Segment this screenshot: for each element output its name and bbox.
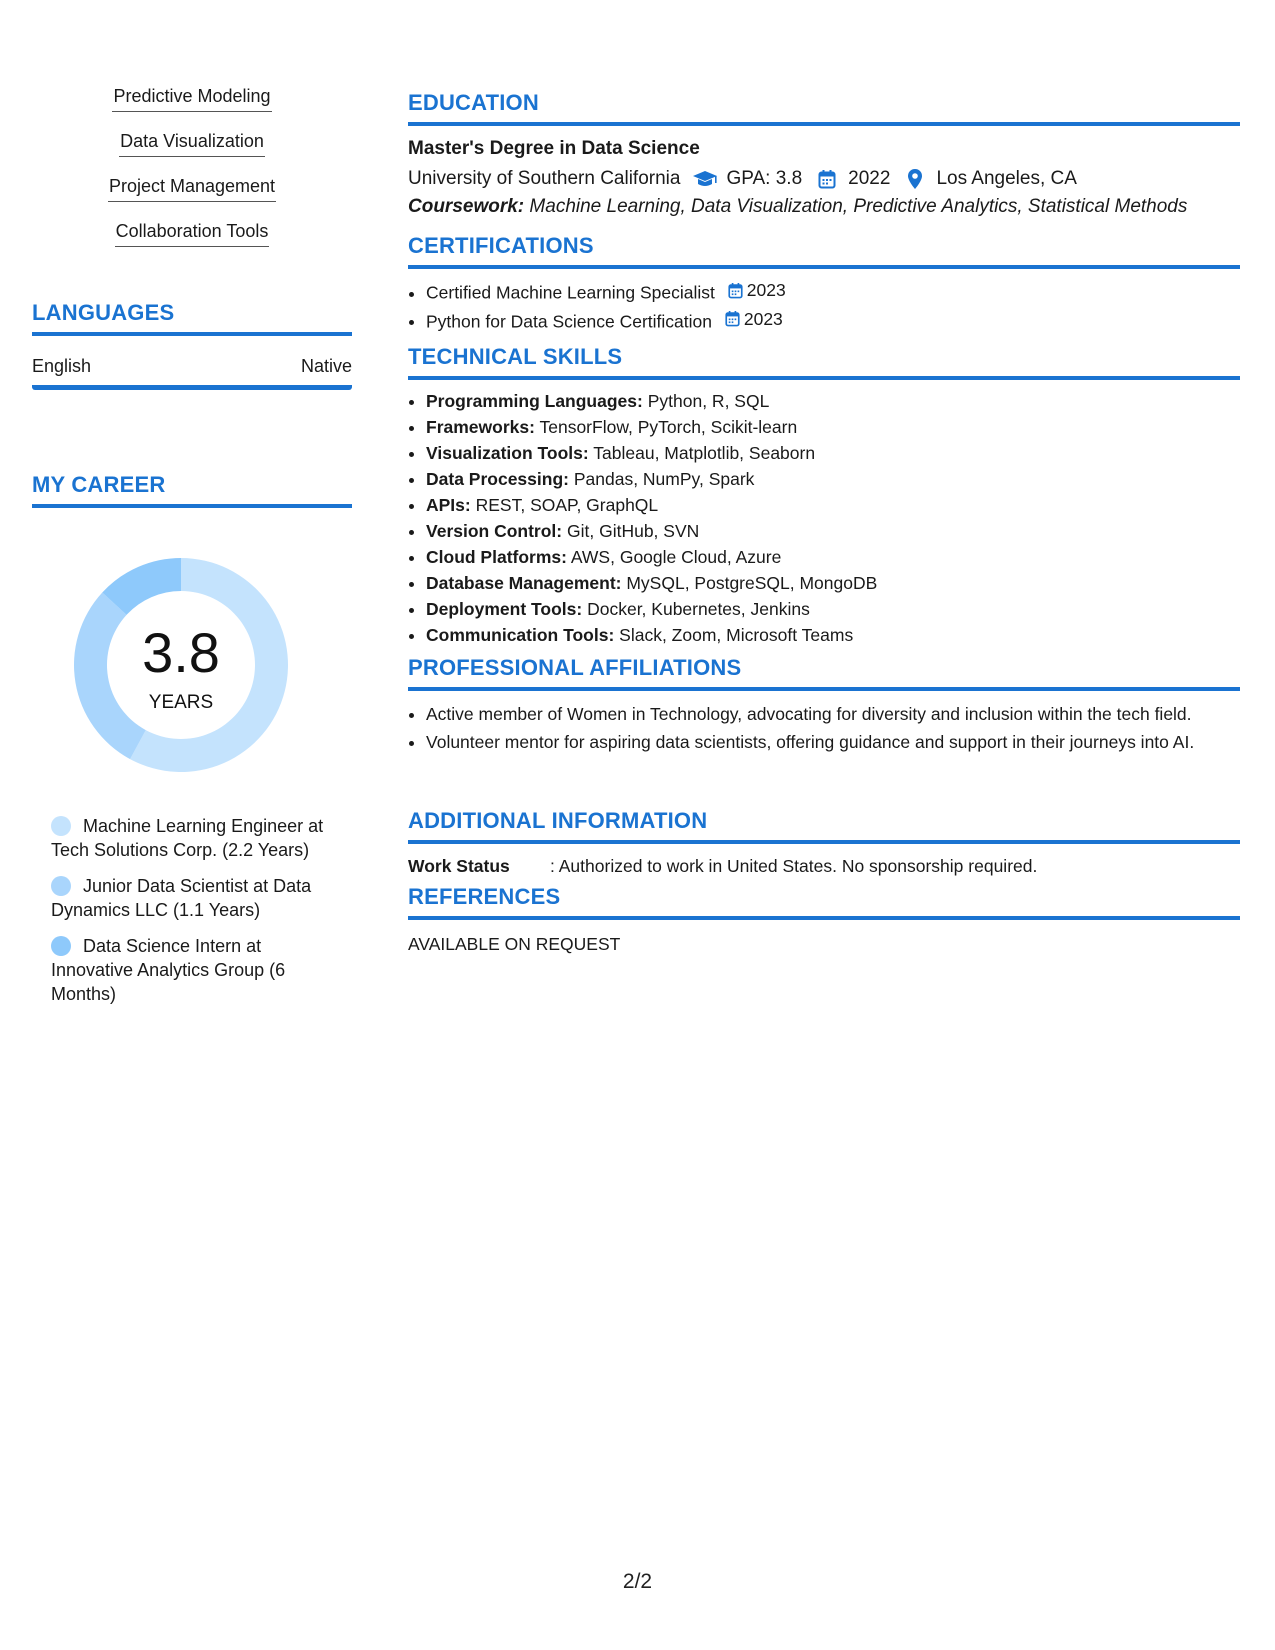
languages-section [32,300,352,390]
skill-item: Project Management [108,176,276,202]
list-item [426,414,1240,440]
skill-value: Git, GitHub, SVN [567,521,700,541]
languages-title: LANGUAGES [32,300,352,336]
career-total-value: 3.8 [142,621,220,684]
career-total-unit: YEARS [148,692,214,713]
additional-info-section [408,808,1240,877]
language-name: English [32,356,92,376]
skill-value: Tableau, Matplotlib, Seaborn [593,443,816,463]
legend-label: Machine Learning Engineer at Tech Solutions Corp. (2.2 Years) [51,816,324,860]
list-item [426,622,1240,648]
legend-label: Junior Data Scientist at Data Dynamics LLC (1.1 Years) [51,876,312,920]
skill-item: Data Visualization [119,131,265,157]
skill-label: Communication Tools: [426,625,615,645]
education-location: Los Angeles, CA [936,168,1077,189]
certification-name: Certified Machine Learning Specialist [426,282,715,303]
calendar-icon [728,282,743,299]
certification-year: 2023 [743,308,783,329]
legend-item [51,814,331,862]
education-coursework [408,196,1240,218]
career-donut-chart [66,550,296,780]
skill-item: Collaboration Tools [115,221,270,247]
skill-label: APIs: [426,495,471,515]
education-gpa: GPA: 3.8 [726,168,803,189]
skill-label: Version Control: [426,521,563,541]
education-meta [408,168,1240,190]
skill-value: TensorFlow, PyTorch, Scikit-learn [539,417,798,437]
list-item [426,544,1240,570]
certifications-list [408,277,1240,334]
graduation-cap-icon [692,168,718,190]
affiliations-title: PROFESSIONAL AFFILIATIONS [408,655,1240,691]
language-level: Native [300,356,352,376]
skill-value: MySQL, PostgreSQL, MongoDB [626,573,878,593]
education-year: 2022 [848,168,891,189]
certification-year: 2023 [746,280,786,300]
skill-label: Deployment Tools: [426,599,583,619]
list-item [426,466,1240,492]
skill-item: Predictive Modeling [112,86,271,112]
career-title: MY CAREER [32,472,352,508]
coursework-value: Machine Learning, Data Visualization, Predictive Analytics, Statistical Methods [529,196,1188,217]
skill-value: Python, R, SQL [647,391,770,411]
affiliations-section [408,655,1240,755]
legend-dot [51,816,71,836]
list-item [426,388,1240,414]
list-item [426,570,1240,596]
skill-label: Data Processing: [426,469,569,489]
skill-label: Frameworks: [426,417,535,437]
skill-value: REST, SOAP, GraphQL [475,495,659,515]
certification-name: Python for Data Science Certification [426,311,712,331]
work-status-value: : Authorized to work in United States. No sponsorship required. [550,856,1038,876]
skill-label: Programming Languages: [426,391,643,411]
certifications-section [408,233,1240,334]
additional-info-title: ADDITIONAL INFORMATION [408,808,1240,844]
work-status-label: Work Status [408,856,510,876]
list-item [426,277,1240,306]
skills-list [32,86,352,266]
affiliations-list [408,701,1240,755]
language-row [32,356,352,390]
coursework-label: Coursework: [408,196,525,217]
career-legend [32,814,331,1006]
list-item [426,306,1240,335]
list-item [426,596,1240,622]
legend-dot [51,936,71,956]
calendar-icon [725,310,740,327]
skill-value: AWS, Google Cloud, Azure [570,547,782,567]
legend-label: Data Science Intern at Innovative Analytics Group (6 Months) [51,936,286,1004]
education-degree: Master's Degree in Data Science [408,138,700,159]
references-section [408,884,1240,955]
list-item [426,492,1240,518]
technical-skills-list [408,388,1240,648]
list-item: • Volunteer mentor for aspiring data scientists, offering guidance and support in their journeys into AI. [426,729,1240,755]
list-item [426,440,1240,466]
legend-item [51,934,331,1006]
location-pin-icon [902,168,928,190]
references-text: AVAILABLE ON REQUEST [408,934,621,954]
technical-skills-section [408,344,1240,648]
list-item: • Active member of Women in Technology, advocating for diversity and inclusion within the tech field. [426,701,1240,727]
skill-value: Pandas, NumPy, Spark [573,469,755,489]
skill-label: Database Management: [426,573,622,593]
work-status-row [408,856,1240,877]
career-section [32,472,352,1018]
page-number: 2/2 [622,1570,653,1593]
calendar-icon [814,168,840,190]
skill-value: Docker, Kubernetes, Jenkins [587,599,810,619]
technical-skills-title: TECHNICAL SKILLS [408,344,1240,380]
skill-label: Cloud Platforms: [426,547,567,567]
education-section [408,90,1240,218]
legend-dot [51,876,71,896]
skill-value: Slack, Zoom, Microsoft Teams [619,625,854,645]
education-title: EDUCATION [408,90,1240,126]
references-title: REFERENCES [408,884,1240,920]
skill-label: Visualization Tools: [426,443,589,463]
education-school: University of Southern California [408,168,681,189]
list-item [426,518,1240,544]
legend-item [51,874,331,922]
certifications-title: CERTIFICATIONS [408,233,1240,269]
